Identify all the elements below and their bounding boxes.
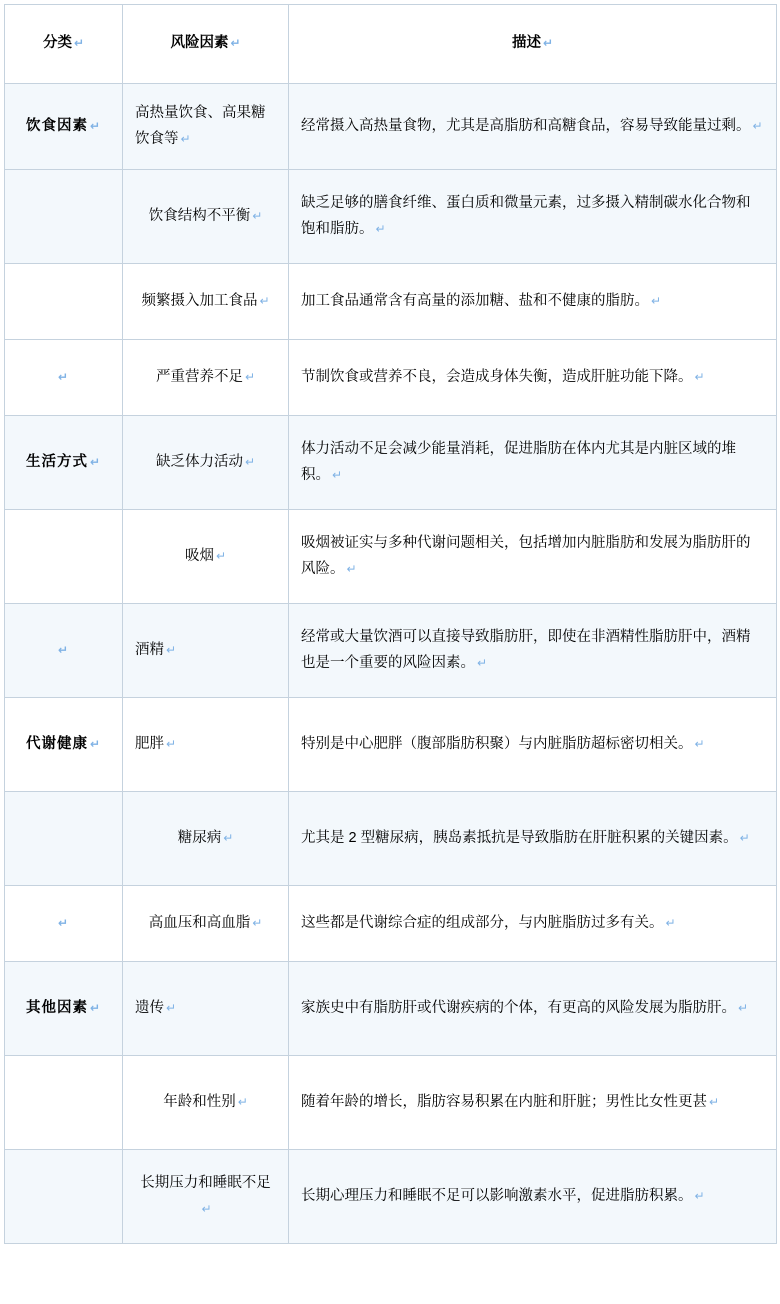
- table-row: [5, 604, 777, 698]
- cell-risk-factor: [123, 886, 289, 962]
- cell-risk-factor: [123, 962, 289, 1056]
- cell-risk-factor: [123, 698, 289, 792]
- return-mark-icon: ↵: [89, 454, 102, 469]
- table-header: [5, 5, 777, 84]
- return-mark-icon: ↵: [542, 36, 554, 51]
- return-mark-icon: ↵: [738, 1000, 749, 1015]
- table-wrapper: [4, 4, 776, 1244]
- return-mark-icon: ↵: [180, 131, 191, 146]
- return-mark-icon: ↵: [694, 736, 705, 751]
- cell-description-text: 尤其是 2 型糖尿病，胰岛素抵抗是导致脂肪在肝脏积累的关键因素。: [301, 829, 738, 846]
- cell-category-label: 饮食因素: [25, 117, 88, 134]
- table-row: [5, 1150, 777, 1244]
- return-mark-icon: ↵: [201, 1201, 212, 1216]
- cell-risk-factor-label: 频繁摄入加工食品: [141, 292, 258, 309]
- cell-category: [5, 416, 123, 510]
- table-row: [5, 510, 777, 604]
- cell-description: [289, 792, 777, 886]
- cell-description: [289, 886, 777, 962]
- return-mark-icon: ↵: [259, 293, 270, 308]
- cell-risk-factor-label: 肥胖: [135, 735, 164, 752]
- table-row: [5, 962, 777, 1056]
- cell-risk-factor-label: 年龄和性别: [163, 1093, 236, 1110]
- cell-description-text: 吸烟被证实与多种代谢问题相关，包括增加内脏脂肪和发展为脂肪肝的风险。: [301, 535, 751, 577]
- table-row: [5, 170, 777, 264]
- return-mark-icon: ↵: [237, 1094, 248, 1109]
- cell-description-text: 体力活动不足会减少能量消耗，促进脂肪在体内尤其是内脏区域的堆积。: [301, 441, 736, 483]
- table-row: [5, 84, 777, 170]
- cell-risk-factor-label: 吸烟: [184, 547, 214, 564]
- return-mark-icon: ↵: [166, 642, 177, 657]
- table-header-row: [5, 5, 777, 84]
- cell-risk-factor-label: 缺乏体力活动: [155, 453, 243, 470]
- cell-category-empty: [5, 170, 123, 264]
- cell-risk-factor: [123, 84, 289, 170]
- table-row: [5, 792, 777, 886]
- cell-category-empty: [5, 1056, 123, 1150]
- return-mark-icon: ↵: [230, 36, 241, 51]
- return-mark-icon: ↵: [346, 561, 357, 576]
- cell-category-empty: [5, 1150, 123, 1244]
- cell-risk-factor: [123, 1056, 289, 1150]
- return-mark-icon: ↵: [166, 736, 177, 751]
- cell-category: [5, 962, 123, 1056]
- cell-description: [289, 170, 777, 264]
- return-mark-icon: ↵: [215, 548, 227, 563]
- cell-description-text: 节制饮食或营养不良，会造成身体失衡，造成肝脏功能下降。: [301, 368, 693, 385]
- cell-description-text: 这些都是代谢综合症的组成部分，与内脏脂肪过多有关。: [301, 914, 664, 931]
- return-mark-icon: ↵: [694, 369, 705, 384]
- table-row: [5, 340, 777, 416]
- return-mark-icon: ↵: [665, 915, 676, 930]
- cell-category-empty: [5, 264, 123, 340]
- cell-description-text: 缺乏足够的膳食纤维、蛋白质和微量元素，过多摄入精制碳水化合物和饱和脂肪。: [301, 195, 751, 237]
- table-row: [5, 1056, 777, 1150]
- cell-category-empty: [5, 604, 123, 698]
- return-mark-icon: ↵: [73, 36, 85, 51]
- cell-description-text: 特别是中心肥胖（腹部脂肪积聚）与内脏脂肪超标密切相关。: [301, 735, 693, 752]
- cell-description-text: 长期心理压力和睡眠不足可以影响激素水平，促进脂肪积累。: [301, 1187, 693, 1204]
- return-mark-icon: ↵: [166, 1000, 177, 1015]
- cell-description: [289, 1056, 777, 1150]
- table-row: [5, 698, 777, 792]
- return-mark-icon: ↵: [89, 736, 102, 751]
- return-mark-icon: ↵: [752, 118, 763, 133]
- return-mark-icon: ↵: [89, 1000, 102, 1015]
- cell-category-label: 其他因素: [25, 999, 88, 1016]
- return-mark-icon: ↵: [244, 369, 256, 384]
- cell-risk-factor: [123, 1150, 289, 1244]
- cell-risk-factor: [123, 604, 289, 698]
- return-mark-icon: ↵: [89, 118, 102, 133]
- table-row: [5, 416, 777, 510]
- column-header-category-label: 分类: [42, 35, 72, 52]
- cell-risk-factor: [123, 340, 289, 416]
- return-mark-icon: ↵: [252, 915, 263, 930]
- cell-risk-factor: [123, 792, 289, 886]
- table-body: [5, 84, 777, 1244]
- cell-risk-factor-label: 糖尿病: [177, 829, 222, 846]
- cell-description: [289, 84, 777, 170]
- column-header-description-label: 描述: [511, 35, 541, 52]
- return-mark-icon: ↵: [57, 915, 70, 930]
- cell-risk-factor: [123, 264, 289, 340]
- table-row: [5, 264, 777, 340]
- cell-category-label: 代谢健康: [25, 735, 88, 752]
- cell-risk-factor-label: 高血压和高血脂: [148, 914, 251, 931]
- cell-description-text: 家族史中有脂肪肝或代谢疾病的个体，有更高的风险发展为脂肪肝。: [301, 999, 736, 1016]
- cell-description-text: 经常摄入高热量食物，尤其是高脂肪和高糖食品，容易导致能量过剩。: [301, 117, 751, 134]
- cell-risk-factor-label: 酒精: [135, 641, 164, 658]
- cell-description-text: 经常或大量饮酒可以直接导致脂肪肝，即使在非酒精性脂肪肝中，酒精也是一个重要的风险因素。: [301, 629, 751, 671]
- cell-description: [289, 416, 777, 510]
- cell-risk-factor-label: 遗传: [135, 999, 164, 1016]
- cell-description: [289, 604, 777, 698]
- cell-description: [289, 340, 777, 416]
- cell-description-text: 随着年龄的增长，脂肪容易积累在内脏和肝脏；男性比女性更甚: [301, 1093, 707, 1110]
- cell-risk-factor-label: 严重营养不足: [155, 368, 243, 385]
- return-mark-icon: ↵: [709, 1094, 720, 1109]
- cell-risk-factor: [123, 416, 289, 510]
- cell-category: [5, 84, 123, 170]
- risk-factors-table: [4, 4, 777, 1244]
- column-header-description: [289, 5, 777, 84]
- return-mark-icon: ↵: [57, 642, 70, 657]
- return-mark-icon: ↵: [375, 221, 386, 236]
- return-mark-icon: ↵: [651, 293, 662, 308]
- column-header-risk-factor-label: 风险因素: [170, 35, 229, 52]
- cell-risk-factor-label: 高热量饮食、高果糖饮食等: [135, 105, 266, 147]
- return-mark-icon: ↵: [57, 369, 70, 384]
- cell-description: [289, 962, 777, 1056]
- cell-risk-factor-label: 长期压力和睡眠不足: [140, 1175, 271, 1192]
- cell-risk-factor: [123, 510, 289, 604]
- column-header-category: [5, 5, 123, 84]
- column-header-risk-factor: [123, 5, 289, 84]
- cell-description: [289, 264, 777, 340]
- cell-risk-factor-label: 饮食结构不平衡: [148, 207, 251, 224]
- return-mark-icon: ↵: [252, 208, 263, 223]
- cell-category-label: 生活方式: [25, 453, 88, 470]
- cell-description-text: 加工食品通常含有高量的添加糖、盐和不健康的脂肪。: [301, 292, 649, 309]
- cell-risk-factor: [123, 170, 289, 264]
- cell-category-empty: [5, 510, 123, 604]
- return-mark-icon: ↵: [332, 467, 343, 482]
- return-mark-icon: ↵: [477, 655, 488, 670]
- return-mark-icon: ↵: [694, 1188, 705, 1203]
- cell-category-empty: [5, 886, 123, 962]
- cell-category-empty: [5, 340, 123, 416]
- return-mark-icon: ↵: [223, 830, 234, 845]
- cell-description: [289, 510, 777, 604]
- table-row: [5, 886, 777, 962]
- cell-category: [5, 698, 123, 792]
- cell-category-empty: [5, 792, 123, 886]
- return-mark-icon: ↵: [739, 830, 750, 845]
- cell-description: [289, 698, 777, 792]
- cell-description: [289, 1150, 777, 1244]
- return-mark-icon: ↵: [244, 454, 256, 469]
